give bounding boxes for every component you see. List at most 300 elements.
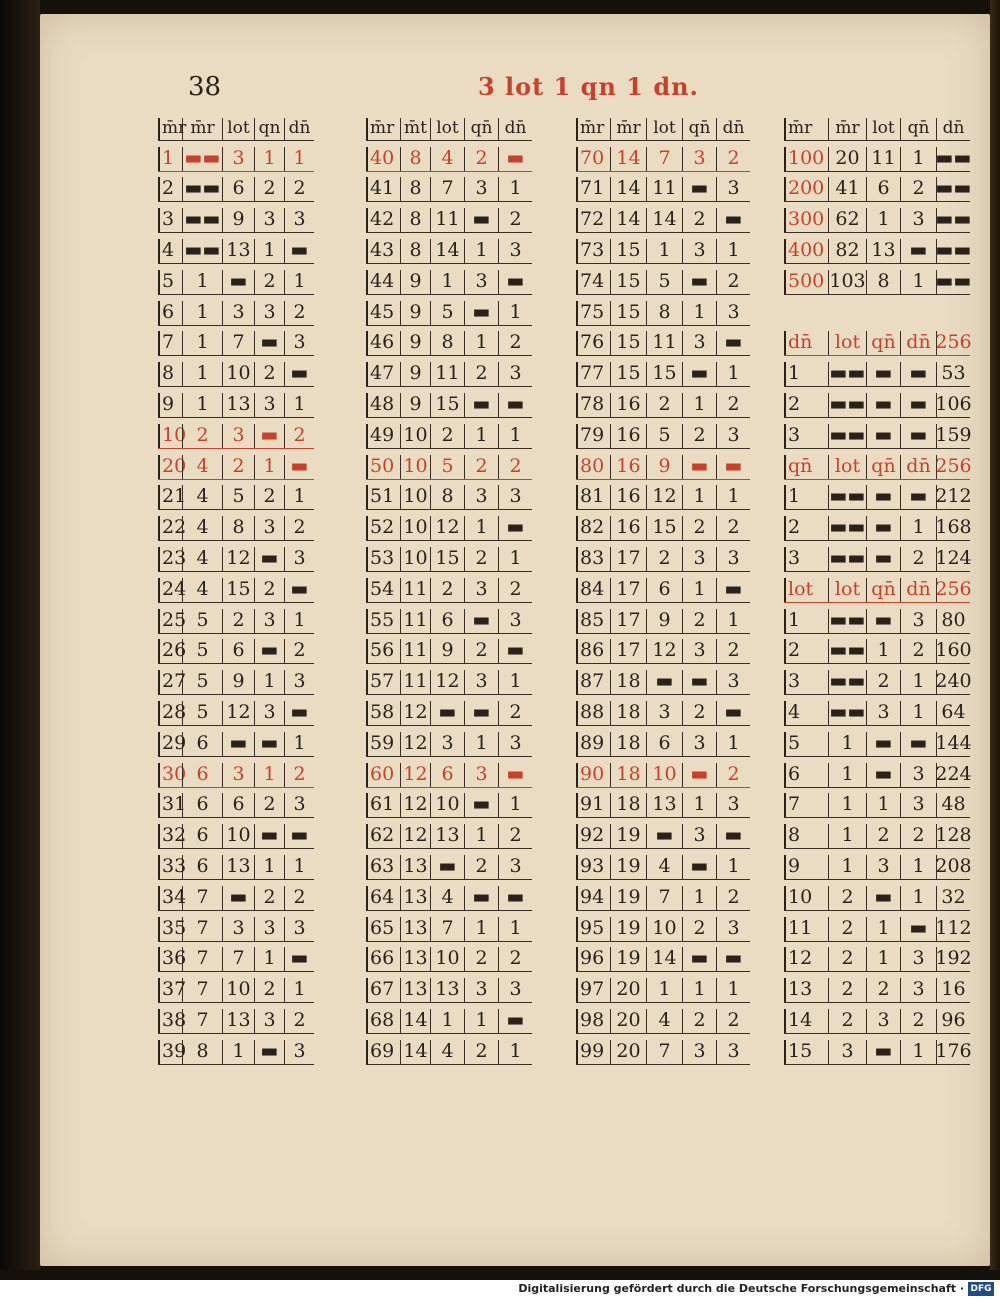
table-header-cell: lot	[866, 118, 900, 140]
table-cell: 3	[498, 732, 532, 756]
table-cell: 7	[158, 331, 182, 355]
table-header-cell: qn	[254, 118, 284, 140]
table-cell: 6	[866, 177, 900, 201]
table-cell: 1	[784, 485, 828, 509]
table-cell: 3	[682, 639, 716, 663]
table-row	[576, 141, 750, 172]
table-row	[158, 141, 314, 172]
table-cell: ▬	[866, 424, 900, 448]
table-row	[158, 172, 314, 203]
table-header-row	[158, 110, 314, 141]
table-cell: 47	[366, 362, 400, 386]
table-cell: 3	[498, 855, 532, 879]
table-cell: 1	[866, 947, 900, 971]
table-cell: 5	[646, 424, 682, 448]
table-cell: 12	[400, 763, 430, 787]
table-cell: 3	[158, 208, 182, 232]
table-row	[784, 202, 970, 233]
table-cell: 8	[430, 331, 464, 355]
table-cell: 7	[182, 917, 222, 941]
table-cell: 144	[935, 731, 972, 754]
table-cell: ▬▬	[829, 516, 866, 539]
table-cell: 1	[158, 147, 182, 171]
table-cell: 50	[366, 455, 400, 479]
table-cell: 2	[716, 639, 750, 663]
table-cell: 3	[498, 978, 532, 1002]
table-cell: 39	[158, 1040, 182, 1064]
table-cell: ▬	[498, 1009, 532, 1033]
table-cell: 2	[784, 393, 828, 417]
table-cell: 1	[182, 301, 222, 325]
table-cell: 4	[182, 455, 222, 479]
table-cell: ▬	[254, 824, 284, 848]
table-cell: 6	[646, 578, 682, 602]
table-row	[576, 356, 750, 387]
table-cell: 1	[182, 270, 222, 294]
table-cell: 5	[222, 485, 254, 509]
table-cell: 9	[646, 455, 682, 479]
table-cell: 1	[284, 609, 314, 633]
table-row	[366, 449, 532, 480]
table-cell: 7	[430, 177, 464, 201]
table-cell: ▬▬	[829, 485, 866, 508]
table-cell: 2	[254, 578, 284, 602]
table-cell: ▬	[716, 824, 750, 848]
table-cell: 1	[828, 855, 866, 879]
table-cell: ▬	[464, 301, 498, 325]
table-cell: 3	[716, 547, 750, 571]
table-row	[784, 510, 970, 541]
table-cell: 8	[222, 516, 254, 540]
table-cell: 1	[900, 855, 936, 879]
table-cell: ▬▬	[829, 670, 866, 693]
table-cell: 2	[222, 455, 254, 479]
table-cell: ▬	[682, 270, 716, 294]
table-cell: 3	[254, 1009, 284, 1033]
table-row	[158, 849, 314, 880]
table-cell: 256	[935, 577, 972, 600]
table-row	[576, 202, 750, 233]
table-row	[784, 911, 970, 942]
table-row	[158, 295, 314, 326]
table-cell: 34	[158, 886, 182, 910]
table-cell: 20	[828, 147, 866, 171]
table-row	[784, 1034, 970, 1065]
table-cell: 1	[716, 609, 750, 633]
table-cell: 4	[182, 578, 222, 602]
table-row	[784, 449, 970, 480]
table-cell: 3	[222, 763, 254, 787]
table-cell: 2	[254, 270, 284, 294]
table-cell: 1	[254, 239, 284, 263]
table-cell: 6	[430, 609, 464, 633]
table-cell: ▬	[254, 331, 284, 355]
table-cell: 3	[498, 362, 532, 386]
page-edge	[990, 0, 1000, 1270]
table-cell: ▬▬	[829, 362, 866, 385]
table-cell: 2	[682, 701, 716, 725]
table-cell: 176	[935, 1039, 972, 1062]
table-cell: ▬	[900, 362, 936, 386]
table-cell: 1	[284, 147, 314, 171]
table-cell: ▬	[900, 393, 936, 417]
table-cell: 70	[576, 147, 610, 171]
table-cell: 7	[182, 978, 222, 1002]
table-header-row	[366, 110, 532, 141]
table-cell: 5	[158, 270, 182, 294]
table-cell: ▬	[682, 670, 716, 694]
table-cell: 48	[366, 393, 400, 417]
table-cell: 3	[716, 1040, 750, 1064]
table-row	[158, 757, 314, 788]
table-row	[576, 233, 750, 264]
table-row	[576, 818, 750, 849]
table-cell: ▬▬	[829, 423, 866, 446]
table-row	[366, 418, 532, 449]
table-cell: 3	[498, 239, 532, 263]
table-cell: 256	[935, 454, 972, 477]
table-cell: 4	[430, 147, 464, 171]
table-cell: dn̄	[900, 578, 936, 602]
table-cell: 31	[158, 793, 182, 817]
table-cell: 2	[866, 670, 900, 694]
table-row	[784, 972, 970, 1003]
table-row	[158, 911, 314, 942]
table-cell: 3	[464, 670, 498, 694]
table-cell: 240	[935, 670, 972, 693]
table-cell: ▬▬	[182, 239, 222, 263]
table-cell: 1	[900, 270, 936, 294]
table-cell: dn̄	[900, 331, 936, 355]
table-cell: 1	[254, 855, 284, 879]
table-row	[576, 695, 750, 726]
table-cell: 3	[284, 1040, 314, 1064]
table-cell: 1	[784, 609, 828, 633]
table-header-row	[784, 110, 970, 141]
table-cell: 35	[158, 917, 182, 941]
table-cell: 15	[646, 516, 682, 540]
table-row	[366, 387, 532, 418]
table-cell: 30	[158, 763, 182, 787]
table-cell: 1	[498, 301, 532, 325]
table-cell: 41	[828, 177, 866, 201]
table-cell: 5	[430, 455, 464, 479]
table-cell: 8	[400, 239, 430, 263]
table-header-cell: qn̄	[900, 118, 936, 140]
table-cell: 20	[610, 1040, 646, 1064]
table-cell: ▬	[254, 1040, 284, 1064]
table-cell: 89	[576, 732, 610, 756]
table-cell: 11	[646, 177, 682, 201]
table-row	[784, 757, 970, 788]
table-cell: 58	[366, 701, 400, 725]
table-cell: 1	[430, 1009, 464, 1033]
table-cell: 3	[464, 485, 498, 509]
table-cell: 106	[935, 392, 972, 415]
table-cell: 1	[464, 1009, 498, 1033]
table-cell: 1	[430, 270, 464, 294]
table-cell: 12	[222, 547, 254, 571]
table-cell: 2	[430, 578, 464, 602]
table-cell: ▬▬	[182, 147, 222, 171]
table-cell: 10	[646, 917, 682, 941]
table-row	[158, 818, 314, 849]
table-cell: 15	[610, 301, 646, 325]
table-cell: ▬	[284, 362, 314, 386]
table-cell: 6	[646, 732, 682, 756]
table-cell: ▬	[284, 824, 314, 848]
table-cell: 27	[158, 670, 182, 694]
table-cell: 2	[254, 793, 284, 817]
table-row	[158, 356, 314, 387]
table-cell: 1	[498, 547, 532, 571]
table-cell: ▬	[866, 393, 900, 417]
table-cell: 88	[576, 701, 610, 725]
table-cell: 3	[222, 424, 254, 448]
table-row	[158, 634, 314, 665]
table-row	[576, 634, 750, 665]
table-header-cell: m̄r	[576, 118, 610, 140]
table-cell: 124	[935, 546, 972, 569]
table-cell: 3	[254, 701, 284, 725]
table-cell: 3	[646, 701, 682, 725]
table-cell: 4	[182, 547, 222, 571]
table-cell: 1	[866, 208, 900, 232]
table-cell: 3	[716, 301, 750, 325]
table-cell: ▬	[464, 886, 498, 910]
table-row	[366, 788, 532, 819]
table-row	[366, 1003, 532, 1034]
table-cell: 6	[182, 824, 222, 848]
table-cell: 49	[366, 424, 400, 448]
table-cell: ▬▬	[182, 177, 222, 201]
table-row	[576, 387, 750, 418]
table-cell: 3	[222, 917, 254, 941]
table-cell: 2	[682, 917, 716, 941]
table-cell: ▬	[866, 763, 900, 787]
table-cell: 1	[254, 763, 284, 787]
table-row	[366, 480, 532, 511]
table-cell: 1	[828, 793, 866, 817]
table-cell: 96	[576, 947, 610, 971]
table-row	[158, 449, 314, 480]
table-cell: 208	[935, 854, 972, 877]
table-cell: 9	[400, 362, 430, 386]
table-cell: ▬	[716, 947, 750, 971]
table-cell: 1	[284, 732, 314, 756]
table-cell: 16	[610, 424, 646, 448]
table-cell: 3	[900, 947, 936, 971]
table-cell: 13	[646, 793, 682, 817]
table-cell: 48	[936, 793, 970, 817]
table-cell: 95	[576, 917, 610, 941]
table-row	[784, 233, 970, 264]
table-cell: 3	[900, 763, 936, 787]
table-cell: 2	[182, 424, 222, 448]
table-cell: 2	[498, 331, 532, 355]
table-cell: 84	[576, 578, 610, 602]
table-cell: 6	[182, 793, 222, 817]
table-cell: 7	[182, 886, 222, 910]
table-cell: 12	[430, 670, 464, 694]
table-cell: 24	[158, 578, 182, 602]
table-cell: 212	[935, 485, 972, 508]
table-row	[576, 911, 750, 942]
table-cell: 2	[866, 978, 900, 1002]
table-cell: 4	[646, 855, 682, 879]
table-row	[576, 1034, 750, 1065]
table-cell: 1	[464, 424, 498, 448]
table-cell: 68	[366, 1009, 400, 1033]
table-cell: 2	[254, 978, 284, 1002]
table-cell: 7	[222, 331, 254, 355]
table-cell: 96	[936, 1009, 970, 1033]
table-cell: 12	[430, 516, 464, 540]
table-cell: 2	[284, 177, 314, 201]
table-row	[576, 480, 750, 511]
table-cell: 14	[610, 208, 646, 232]
table-cell: 11	[866, 147, 900, 171]
table-row	[366, 911, 532, 942]
table-cell: 1	[900, 1040, 936, 1064]
table-cell: 1	[716, 362, 750, 386]
table-cell: 14	[400, 1040, 430, 1064]
table-cell: 1	[866, 639, 900, 663]
table-cell: ▬	[900, 732, 936, 756]
table-cell: 14	[400, 1009, 430, 1033]
table-cell: 2	[646, 393, 682, 417]
table-cell: 80	[936, 609, 970, 633]
table-row	[576, 449, 750, 480]
table-cell: 37	[158, 978, 182, 1002]
table-cell: 2	[464, 547, 498, 571]
table-row	[158, 418, 314, 449]
table-cell: 13	[866, 239, 900, 263]
table-cell: ▬▬	[829, 700, 866, 723]
table-cell: 1	[716, 978, 750, 1002]
table-cell: qn̄	[866, 455, 900, 479]
table-cell: ▬	[716, 208, 750, 232]
table-row	[366, 326, 532, 357]
table-cell: 42	[366, 208, 400, 232]
table-row	[366, 818, 532, 849]
table-cell: 159	[935, 423, 972, 446]
table-row	[784, 480, 970, 511]
table-header-cell: m̄r	[366, 118, 400, 140]
table-cell: 2	[900, 824, 936, 848]
table-row	[158, 1003, 314, 1034]
table-cell: 3	[682, 547, 716, 571]
table-cell: 10	[400, 516, 430, 540]
table-cell: 71	[576, 177, 610, 201]
table-row	[366, 356, 532, 387]
table-cell: ▬	[284, 239, 314, 263]
table-cell: 3	[284, 331, 314, 355]
table-cell: 4	[646, 1009, 682, 1033]
table-cell: 13	[222, 239, 254, 263]
table-cell: 1	[254, 670, 284, 694]
table-cell: 2	[682, 208, 716, 232]
table-cell: qn̄	[866, 578, 900, 602]
table-cell: 13	[400, 855, 430, 879]
table-cell: 13	[784, 978, 828, 1002]
table-row	[158, 202, 314, 233]
table-cell: 3	[498, 485, 532, 509]
table-cell: 11	[430, 208, 464, 232]
table-cell: 500	[784, 270, 828, 294]
table-cell: 4	[784, 701, 828, 725]
table-cell: 15	[784, 1040, 828, 1064]
table-cell: ▬	[682, 177, 716, 201]
table-row	[366, 541, 532, 572]
table-cell: 3	[284, 793, 314, 817]
table-row	[576, 942, 750, 973]
table-cell: 3	[716, 793, 750, 817]
table-cell: 55	[366, 609, 400, 633]
table-cell: 41	[366, 177, 400, 201]
table-cell: 5	[182, 670, 222, 694]
table-cell: 3	[784, 670, 828, 694]
table-cell: 10	[158, 424, 182, 448]
table-cell: dn̄	[900, 455, 936, 479]
table-cell: 2	[646, 547, 682, 571]
table-cell: 8	[400, 147, 430, 171]
table-cell: 9	[158, 393, 182, 417]
table-cell: 18	[610, 793, 646, 817]
table-cell: 11	[646, 331, 682, 355]
table-cell: 3	[464, 978, 498, 1002]
table-cell: 65	[366, 917, 400, 941]
table-cell: 13	[400, 886, 430, 910]
table-cell: 9	[222, 670, 254, 694]
table-cell: 1	[464, 239, 498, 263]
table-cell: 16	[610, 393, 646, 417]
table-cell: lot	[828, 455, 866, 479]
table-row	[158, 387, 314, 418]
table-cell: 11	[430, 362, 464, 386]
table-row	[784, 603, 970, 634]
table-cell: 4	[430, 1040, 464, 1064]
table-cell: ▬	[498, 886, 532, 910]
table-cell: ▬	[498, 393, 532, 417]
table-header-cell: m̄r	[828, 118, 866, 140]
table-cell: 18	[610, 701, 646, 725]
table-cell: 43	[366, 239, 400, 263]
table-cell: 3	[464, 763, 498, 787]
table-cell: 15	[430, 547, 464, 571]
table-row	[158, 264, 314, 295]
table-cell: 3	[716, 917, 750, 941]
table-cell: 3	[866, 855, 900, 879]
table-cell: 10	[784, 886, 828, 910]
table-cell: 46	[366, 331, 400, 355]
table-cell: 3	[682, 239, 716, 263]
table-cell: 53	[936, 362, 970, 386]
table-cell: ▬	[900, 485, 936, 509]
table-cell: lot	[828, 331, 866, 355]
table-cell: 1	[498, 177, 532, 201]
table-cell: 13	[430, 978, 464, 1002]
table-cell: ▬	[222, 270, 254, 294]
table-cell: 19	[610, 917, 646, 941]
table-cell: 6	[182, 732, 222, 756]
table-cell: 1	[254, 455, 284, 479]
table-cell: 1	[464, 331, 498, 355]
table-header-cell: qn̄	[682, 118, 716, 140]
table-cell: 14	[646, 947, 682, 971]
table-cell: 82	[828, 239, 866, 263]
table-cell: 3	[682, 1040, 716, 1064]
